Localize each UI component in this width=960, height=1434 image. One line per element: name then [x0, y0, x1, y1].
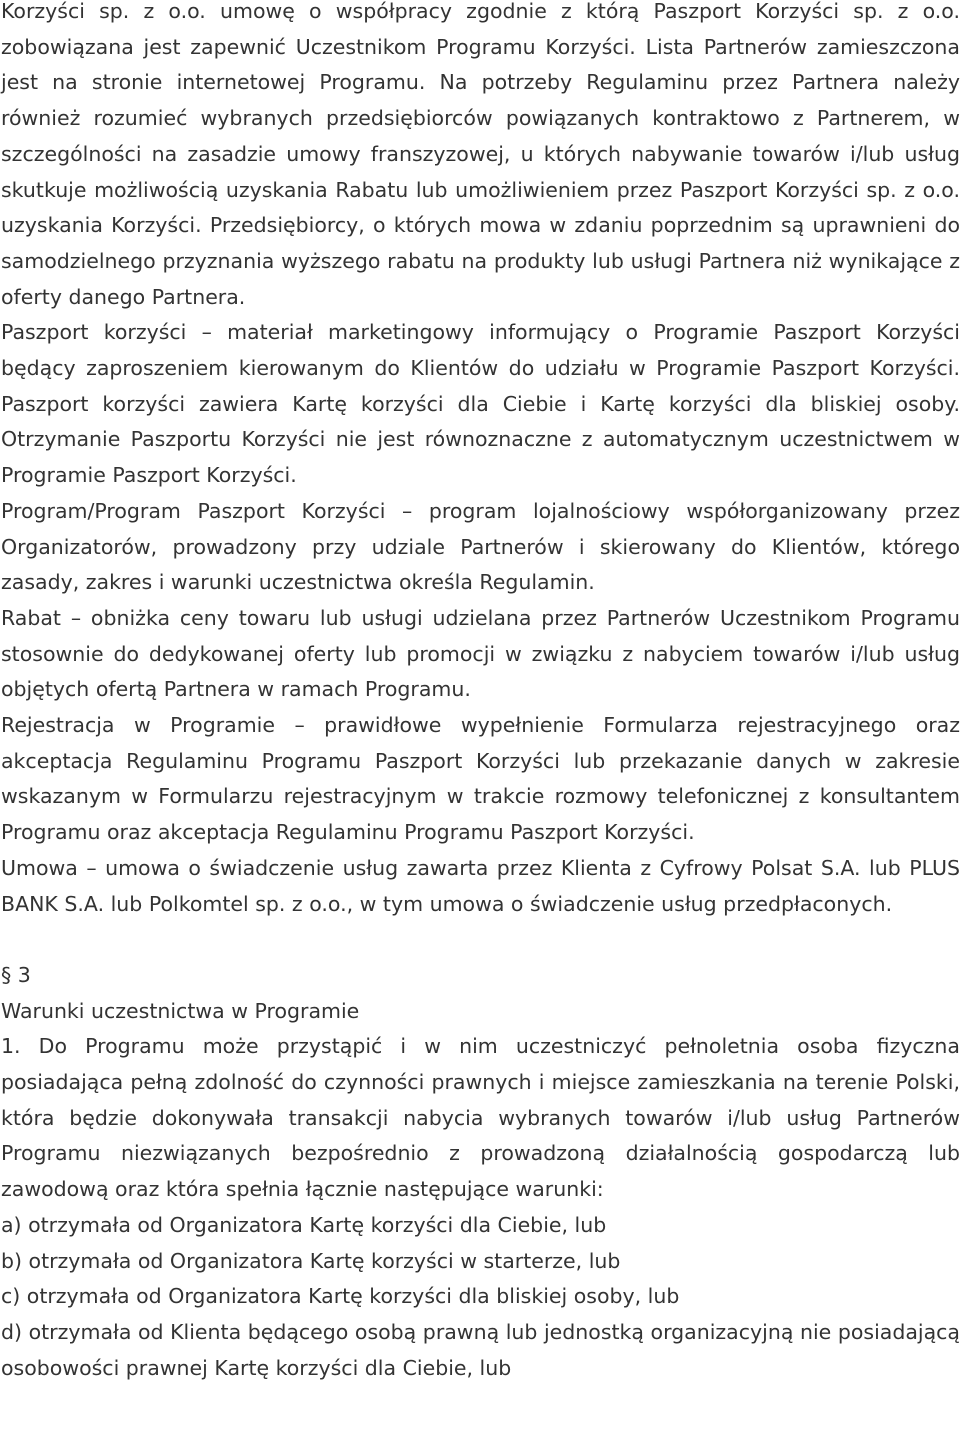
section-title: Warunki uczestnictwa w Programie [1, 998, 360, 1023]
section-number: § 3 [1, 962, 31, 987]
section-item-a: a) otrzymała od Organizatora Kartę korzyści dla Ciebie, lub [1, 1212, 607, 1237]
section-item-b: b) otrzymała od Organizatora Kartę korzyści w starterze, lub [1, 1248, 621, 1273]
paragraph-program-definition: Program/Program Paszport Korzyści – program lojalnościowy współorganizowany przez Organizatorów, prowadzony przy udziale Partnerów i skierowany do Klientów, którego zasady, zakres i warunki uczestnictwa określa Regulamin. [1, 498, 960, 595]
section-item-d: d) otrzymała od Klienta będącego osobą prawną lub jednostką organizacyjną nie posiadającą osobowości prawnej Kartę korzyści dla Ciebie, lub [1, 1320, 960, 1380]
section-item-1: 1. Do Programu może przystąpić i w nim uczestniczyć pełnoletnia osoba fizyczna posiadająca pełną zdolność do czynności prawnych i miejsce zamieszkania na terenie Polski, która będzie dokonywała transakcji nabycia wybranych towarów i/lub usług Partnerów Programu niezwiązanych bezpośrednio z prowadzoną działalnością gospodarczą lub zawodową oraz która spełnia łącznie następujące warunki: [1, 1034, 960, 1202]
paragraph-rabat-definition: Rabat – obniżka ceny towaru lub usługi udzielana przez Partnerów Uczestnikom Programu stosownie do dedykowanej oferty lub promocji w związku z nabyciem towarów i/lub usług objętych ofertą Partnera w ramach Programu. [1, 605, 960, 702]
paragraph-rejestracja-definition: Rejestracja w Programie – prawidłowe wypełnienie Formularza rejestracyjnego oraz akceptacja Regulaminu Programu Paszport Korzyści lub przekazanie danych w zakresie wskazanym w Formularzu rejestracyjnym w trakcie rozmowy telefonicznej z konsultantem Programu oraz akceptacja Regulaminu Programu Paszport Korzyści. [1, 713, 960, 845]
section-item-c: c) otrzymała od Organizatora Kartę korzyści dla bliskiej osoby, lub [1, 1284, 680, 1309]
paragraph-partner-definition: Korzyści sp. z o.o. umowę o współpracy zgodnie z którą Paszport Korzyści sp. z o.o. zobowiązana jest zapewnić Uczestnikom Programu Korzyści. Lista Partnerów zamieszczona jest na stronie internetowej Programu. Na potrzeby Regulaminu przez Partnera należy również rozumieć wybranych przedsiębiorców powiązanych kontraktowo z Partnerem, w szczególności na zasadzie umowy franszyzowej, u których nabywanie towarów i/lub usług skutkuje możliwością uzyskania Rabatu lub umożliwieniem przez Paszport Korzyści sp. z o.o. uzyskania Korzyści. Przedsiębiorcy, o których mowa w zdaniu poprzednim są uprawnieni do samodzielnego przyznania wyższego rabatu na produkty lub usługi Partnera niż wynikające z oferty danego Partnera. [1, 0, 960, 309]
paragraph-umowa-definition: Umowa – umowa o świadczenie usług zawarta przez Klienta z Cyfrowy Polsat S.A. lub PLUS BANK S.A. lub Polkomtel sp. z o.o., w tym umowa o świadczenie usług przedpłaconych. [1, 855, 960, 916]
section-3 [1, 958, 960, 1386]
spacer [1, 922, 960, 958]
paragraph-paszport-korzysci-definition: Paszport korzyści – materiał marketingowy informujący o Programie Paszport Korzyści będący zaproszeniem kierowanym do Klientów do udziału w Programie Paszport Korzyści. Paszport korzyści zawiera Kartę korzyści dla Ciebie i Kartę korzyści dla bliskiej osoby. Otrzymanie Paszportu Korzyści nie jest równoznaczne z automatycznym uczestnictwem w Programie Paszport Korzyści. [1, 320, 960, 488]
